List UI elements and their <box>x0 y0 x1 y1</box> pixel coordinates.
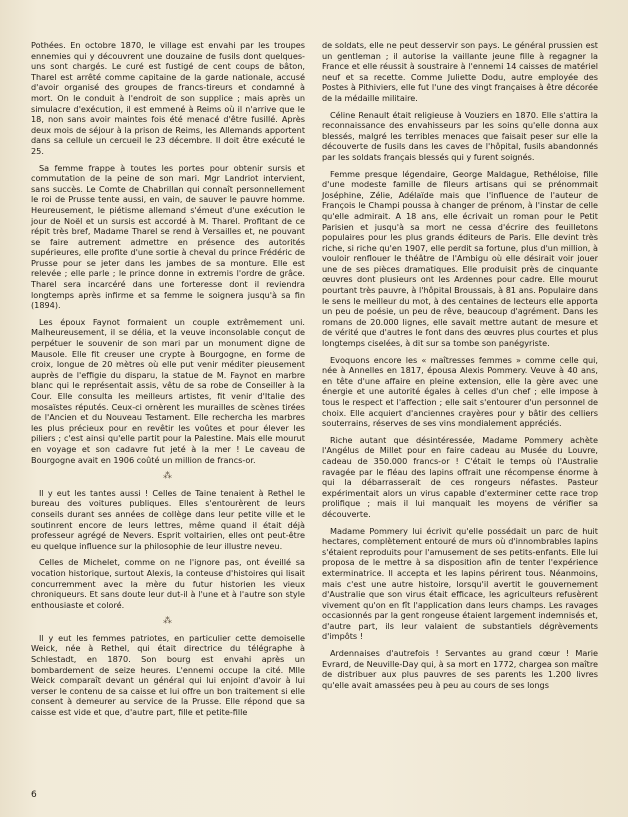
left-column <box>31 40 305 724</box>
paragraph: Femme presque légendaire, George Maldague, Rethéloise, fille d'une modeste famille de fileurs artisans qui se prénommait Joséphine, Zélie, Adélaïde mais que l'influence de l'auteur de François le Champi poussa à changer de prénom, à l'instar de celle qu'elle admirait. A 18 ans, elle écrivait un roman pour le Petit Parisien et jusqu'à sa mort ne cessa d'écrire des feuilletons populaires pour les plus grands éditeurs de Paris. Elle devint très riche, si riche qu'en 1907, elle perdit sa fortune, plus d'un million, à vouloir renflouer le théâtre de l'Ambigu où elle désirait voir jouer une de ses pièces dramatiques. Elle produisit près de cinquante œuvres dont plusieurs ont les Ardennes pour cadre. Elle mourut pourtant très pauvre, à l'hôpital Broussais, à 81 ans. Populaire dans le sens le meilleur du mot, à des centaines de lecteurs elle apporta un peu de poésie, un peu de rêve, beaucoup d'agrément. Dans les romans de 20.000 lignes, elle savait mettre autant de mesure et de vérité que d'autres le font dans des œuvres plus courtes et plus longtemps ciselées, à dit sur sa tombe son panégyriste. <box>322 168 598 349</box>
right-column <box>322 40 598 696</box>
paragraph: Il y eut les tantes aussi ! Celles de Taine tenaient à Rethel le bureau des voitures publiques. Elles s'entourèrent de leurs conseils durant ses années de collège dans leur petite ville et le soutinrent encore de leurs lettres, même quand il était déjà professeur agrégé de Nevers. Esprit voltairien, elles ont peut-être eu quelque influence sur la philosophie de leur illustre neveu. <box>31 487 305 551</box>
paragraph: Pothées. En octobre 1870, le village est envahi par les troupes ennemies qui y découvrent une douzaine de fusils dont quelques-uns sont chargés. Le curé est fustigé de cent coups de bâton, Tharel est arrêté comme capitaine de la garde nationale, accusé d'avoir organisé des groupes de francs-tireurs et condamné à mort. On le conduit à l'endroit de son supplice ; mais après un simulacre d'exécution, il est emmené à Reims où il n'arrive que le 18, non sans avoir maintes fois été menacé d'être fusillé. Après deux mois de séjour à la prison de Reims, les Allemands apportent dans sa cellule un cercueil le 23 décembre. Il doit être exécuté le 25. <box>31 40 305 156</box>
page-number: 6 <box>31 790 37 800</box>
paragraph: Les époux Faynot formaient un couple extrêmement uni. Malheureusement, il se délia, et la veuve inconsolable conçut de perpétuer le souvenir de son mari par un monument digne de Mausole. Elle fit creuser une crypte à Bourgogne, en forme de croix, longue de 20 mètres où elle put venir méditer pieusement auprès de l'effigie du disparu, la statue de M. Faynot en marbre blanc qui le représentait assis, vêtu de sa robe de Conseiller à la Cour. Elle consulta les meilleurs artistes, fit venir d'Italie des mosaïstes réputés. Ceux-ci ornèrent les murailles de scènes tirées de l'Ancien et du Nouveau Testament. Elle rechercha les marbres les plus précieux pour en revêtir les voûtes et pour élever les piliers ; c'est ainsi qu'elle partit pour la Palestine. Mais elle mourut en voyage et son cadavre fut jeté à la mer ! Le caveau de Bourgogne avait en 1906 coûté un million de francs-or. <box>31 316 305 465</box>
paragraph: Celles de Michelet, comme on ne l'ignore pas, ont éveillé sa vocation historique, surtout Alexis, la conteuse d'histoires qui lisait concurremment avec la mère du futur historien les vieux chroniqueurs. Et sans doute leur dut-il à l'une et à l'autre son style enthousiaste et coloré. <box>31 557 305 610</box>
paragraph: Madame Pommery lui écrivit qu'elle possédait un parc de huit hectares, complètement entouré de murs où d'innombrables lapins s'étaient reproduits pour l'amusement de ses petits-enfants. Elle lui proposa de le mettre à sa disposition afin de tenter l'expérience exterminatrice. Il accepta et les lapins périrent tous. Néanmoins, mais c'est une autre histoire, lorsqu'il avertit le gouvernement d'Australie que son virus était efficace, les agriculteurs refusèrent vivement qu'on en fît l'application dans leurs champs. Les ravages occasionnés par la gent rongeuse étaient largement indemnisés et, d'autre part, ils leur valaient de substantiels dégrèvements d'impôts ! <box>322 525 598 642</box>
paragraph: Evoquons encore les « maîtresses femmes » comme celle qui, née à Annelles en 1817, épousa Alexis Pommery. Veuve à 40 ans, en tête d'une affaire en pleine extension, elle la gère avec une énergie et une autorité égales à celles d'un chef ; elle impose à tous le respect et l'affection ; elle sait s'entourer d'un personnel de choix. Elle acquiert d'anciennes crayères pour y bâtir des celliers souterrains, réserves de ses vins mondialement appréciés. <box>322 354 598 429</box>
section-separator: ⁂ <box>163 616 173 627</box>
paragraph: Il y eut les femmes patriotes, en particulier cette demoiselle Weick, née à Rethel, qui était directrice du télégraphe à Schlestadt, en 1870. Son bourg est envahi après un bombardement de seize heures. L'ennemi occupe la cité. Mlle Weick comparaît devant un général qui lui enjoint d'avoir à lui verser le contenu de sa caisse et lui offre un bon traitement si elle consent à demeurer au service de la Prusse. Elle répond que sa caisse est vide et que, d'autre part, fille et petite-fille <box>31 632 305 718</box>
paragraph: Sa femme frappe à toutes les portes pour obtenir sursis et commutation de la peine de son mari. Mgr Landriot intervient, sans succès. Le Comte de Chabrillan qui connaît personnellement le roi de Prusse tente aussi, en vain, de sauver le pauvre homme. Heureusement, le piétisme allemand s'émeut d'une exécution le jour de Noël et un sursis est accordé à M. Tharel. Profitant de ce répit très bref, Madame Tharel se rend à Versailles et, ne pouvant se faire autrement admettre en présence des autorités supérieures, elle profite d'une sortie à cheval du prince Frédéric de Prusse pour se jeter dans les jambes de sa monture. Elle est relevée ; elle parle ; le prince donne in extremis l'ordre de grâce. Tharel sera incarcéré dans une forteresse dont il reviendra longtemps après infirme et sa femme le soignera jusqu'à sa fin (1894). <box>31 162 305 311</box>
paragraph: Céline Renault était religieuse à Vouziers en 1870. Elle s'attira la reconnaissance des envahisseurs par les soins qu'elle donna aux blessés, malgré les terribles menaces que faisait peser sur elle la découverte de fusils dans les caves de l'hôpital, fusils abandonnés par les soldats français blessés qui y furent soignés. <box>322 109 598 162</box>
paragraph: Ardennaises d'autrefois ! Servantes au grand cœur ! Marie Evrard, de Neuville-Day qui, à sa mort en 1772, chargea son maître de distribuer aux plus pauvres de ses parents les 1.200 livres qu'elle avait amassées peu à peu au cours de ses longs <box>322 648 598 690</box>
paragraph: de soldats, elle ne peut desservir son pays. Le général prussien est un gentleman ; il autorise la vaillante jeune fille à regagner la France et elle réussit à soustraire à l'ennemi 14 caisses de matériel neuf et sa recette. Comme Juliette Dodu, autre employée des Postes à Pithiviers, elle fut l'une des vingt françaises à être décorée de la médaille militaire. <box>322 40 598 103</box>
paragraph: Riche autant que désintéressée, Madame Pommery achète l'Angélus de Millet pour en faire cadeau au Musée du Louvre, cadeau de 350.000 francs-or ! C'était le temps où l'Australie ravagée par le fléau des lapins offrait une récompense énorme à qui la débarrasserait de ces rongeurs néfastes. Pasteur expérimentait alors un virus capable d'exterminer cette race trop prolifique ; mais il lui manquait les moyens de vérifier sa découverte. <box>322 434 598 519</box>
section-separator: ⁂ <box>163 471 173 482</box>
